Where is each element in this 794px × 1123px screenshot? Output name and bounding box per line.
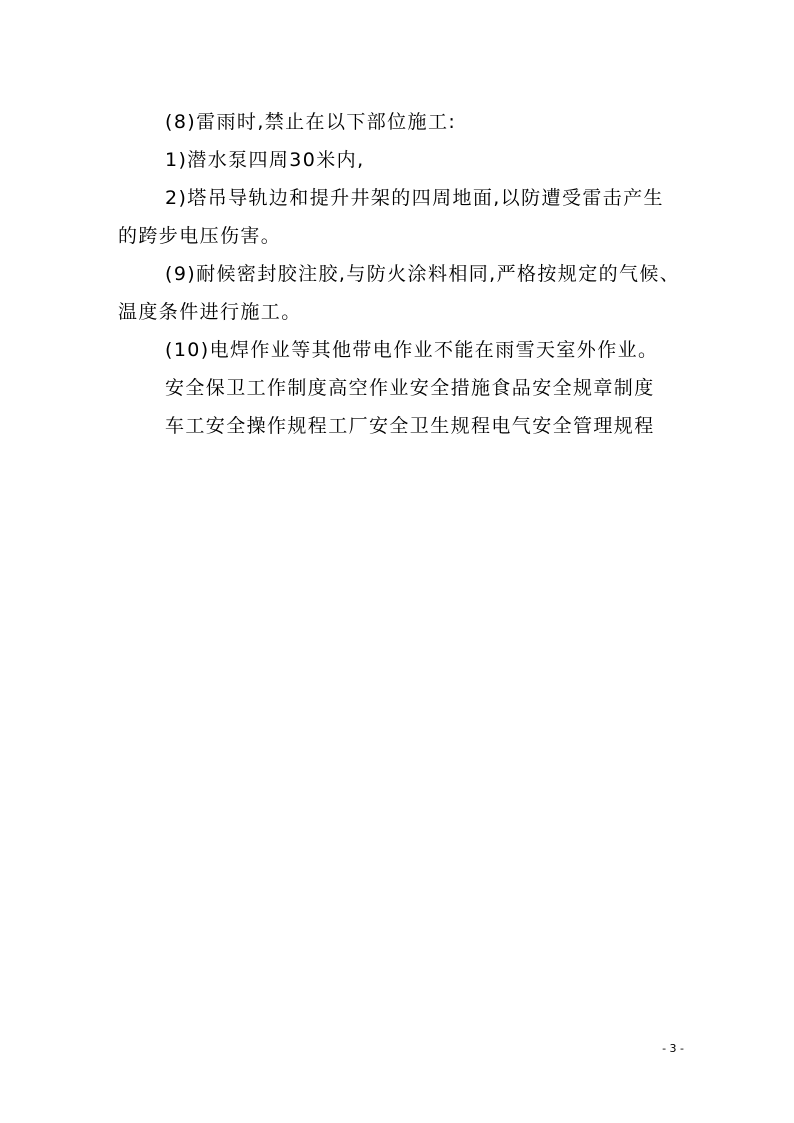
paragraph-sealant-application: (9)耐候密封胶注胶,与防火涂料相同,严格按规定的气候、温度条件进行施工。	[118, 263, 681, 323]
paragraph-thunderstorm-rule: (8)雷雨时,禁止在以下部位施工:	[165, 111, 457, 133]
body-text	[118, 103, 683, 445]
paragraph-crane-area: 2)塔吊导轨边和提升井架的四周地面,以防遭受雷击产生的跨步电压伤害。	[118, 187, 664, 247]
paragraph-related-rules-2: 车工安全操作规程工厂安全卫生规程电气安全管理规程	[165, 415, 655, 437]
paragraph-related-rules-1: 安全保卫工作制度高空作业安全措施食品安全规章制度	[165, 377, 655, 399]
paragraph-pump-distance: 1)潜水泵四周30米内,	[165, 149, 365, 171]
page-number: - 3 -	[662, 1042, 684, 1055]
paragraph-welding-weather: (10)电焊作业等其他带电作业不能在雨雪天室外作业。	[165, 339, 659, 361]
